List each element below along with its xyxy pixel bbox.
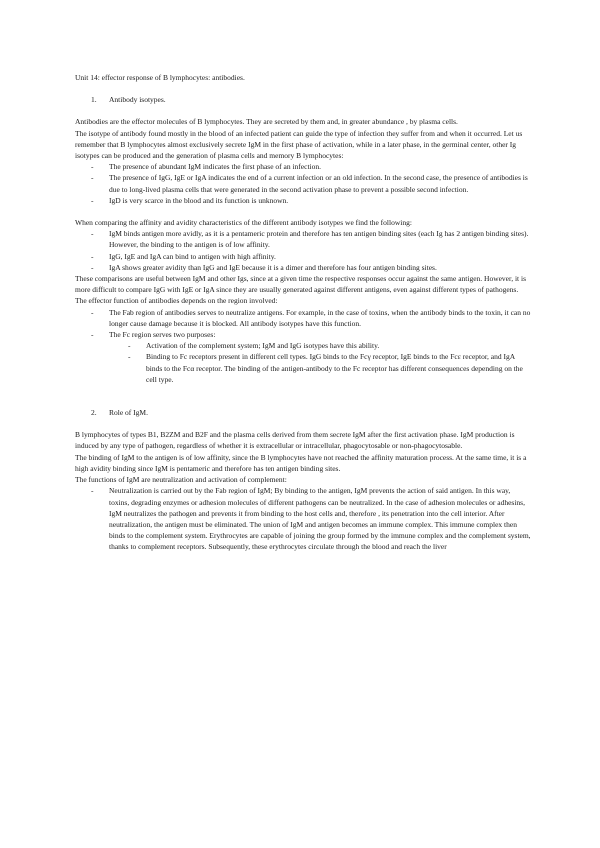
section-heading — [75, 94, 531, 105]
spacer — [75, 385, 531, 407]
list-item — [75, 172, 531, 194]
paragraph: These comparisons are useful between IgM and other Igs, since at a given time the respective responses occur against the same antigen. However, it is more difficult to compare IgG with IgE or IgA since they are usually generated against different antigens, even against different types of pathogens. — [75, 274, 527, 295]
list-item-text: IgG, IgE and IgA can bind to antigen with high affinity. — [109, 251, 276, 261]
list-item-text: IgM binds antigen more avidly, as it is a pentameric protein and therefore has ten antigen binding sites (each Ig has 2 antigen binding sites). However, the binding to the antigen is of low affinity. — [109, 229, 529, 250]
paragraph: The binding of IgM to the antigen is of low affinity, since the B lymphocytes have not reached the affinity maturation process. At the same time, it is a high avidity binding since IgM is pentameric and therefore has ten antigen binding sites. — [75, 452, 527, 473]
list-item-text: Binding to Fc receptors present in different cell types. IgG binds to the Fcγ receptor, IgE binds to the Fcε receptor, and IgA binds to the Fcα receptor. The binding of the antigen-antibody to the Fc receptor has different consequences depending on the cell type. — [146, 352, 523, 384]
section-number: 2. — [91, 408, 97, 418]
list-item — [75, 161, 531, 172]
bullet-marker: - — [128, 341, 131, 351]
bullet-marker: - — [91, 330, 94, 340]
list-item — [75, 228, 531, 250]
paragraph: B lymphocytes of types B1, B2ZM and B2F and the plasma cells derived from them secrete IgM after the first activation phase. IgM production is induced by any type of pathogen, regardless of whether it is extracellular or intracellular, phagocytosable or non-phagocytosable. — [75, 430, 515, 451]
document-title: Unit 14: effector response of B lymphocytes: antibodies. — [75, 73, 245, 82]
spacer — [75, 206, 531, 217]
section-title: Role of IgM. — [109, 408, 148, 418]
bullet-marker: - — [91, 173, 94, 183]
list-item — [75, 329, 531, 340]
paragraph: The isotype of antibody found mostly in the blood of an infected patient can guide the type of infection they suffer from and when it occurred. Let us remember that B lymphocytes almost exclusively secrete IgM in the first phase of activation, while in a later phase, in the germinal center, other Ig isotypes can be produced and the generation of plasma cells and memory B lymphocytes: — [75, 128, 523, 161]
list-item — [75, 307, 531, 329]
paragraph: Antibodies are the effector molecules of B lymphocytes. They are secreted by them and, in greater abundance , by plasma cells. — [75, 117, 458, 127]
list-item-text: The presence of abundant IgM indicates the first phase of an infection. — [109, 162, 322, 172]
list-item-text: The Fc region serves two purposes: — [109, 330, 216, 340]
list-item — [75, 485, 531, 552]
list-item-text: Activation of the complement system; IgM and IgG isotypes have this ability. — [146, 341, 380, 351]
section-number: 1. — [91, 95, 97, 105]
list-item — [75, 262, 531, 273]
list-item-text: IgA shows greater avidity than IgG and IgE because it is a dimer and therefore has four antigen binding sites. — [109, 262, 437, 272]
paragraph: When comparing the affinity and avidity characteristics of the different antibody isotypes we find the following: — [75, 218, 412, 228]
section-heading — [75, 407, 531, 418]
paragraph: The effector function of antibodies depends on the region involved: — [75, 296, 278, 306]
paragraph: The functions of IgM are neutralization and activation of complement: — [75, 475, 287, 485]
list-item-text: The Fab region of antibodies serves to neutralize antigens. For example, in the case of toxins, when the antibody binds to the toxin, it can no longer cause damage because it is blocked. All antibody isotypes have this function. — [109, 307, 531, 328]
sub-list-item — [75, 351, 531, 385]
bullet-marker: - — [128, 352, 131, 362]
list-item-text: IgD is very scarce in the blood and its function is unknown. — [109, 195, 289, 205]
bullet-marker: - — [91, 307, 94, 317]
bullet-marker: - — [91, 229, 94, 239]
bullet-marker: - — [91, 162, 94, 172]
bullet-marker: - — [91, 262, 94, 272]
list-item-text: The presence of IgG, IgE or IgA indicates the end of a current infection or an old infection. In the second case, the presence of antibodies is due to long-lived plasma cells that were generated in the second activation phase to prevent a possible second infection. — [109, 173, 528, 194]
list-item-text: Neutralization is carried out by the Fab region of IgM; By binding to the antigen, IgM prevents the action of said antigen. In this way, toxins, degrading enzymes or adhesion molecules of different pathogens can be neutralized. In the case of adhesion molecules or adhesins, IgM neutralizes the pathogen and prevents it from binding to the host cells and, therefore , its penetration into the cell interior. After neutralization, the antigen must be eliminated. The union of IgM and antigen becomes an immune complex. This immune complex then binds to the complement system. Erythrocytes are capable of joining the group formed by the immune complex and the complement system, thanks to complement receptors. Subsequently, these erythrocytes circulate through the blood and reach the liver — [109, 486, 531, 552]
bullet-marker: - — [91, 195, 94, 205]
list-item — [75, 195, 531, 206]
list-item — [75, 251, 531, 262]
bullet-marker: - — [91, 251, 94, 261]
section-title: Antibody isotypes. — [109, 95, 166, 105]
bullet-marker: - — [91, 486, 94, 496]
document-page — [75, 72, 531, 553]
sub-list-item — [75, 340, 531, 351]
